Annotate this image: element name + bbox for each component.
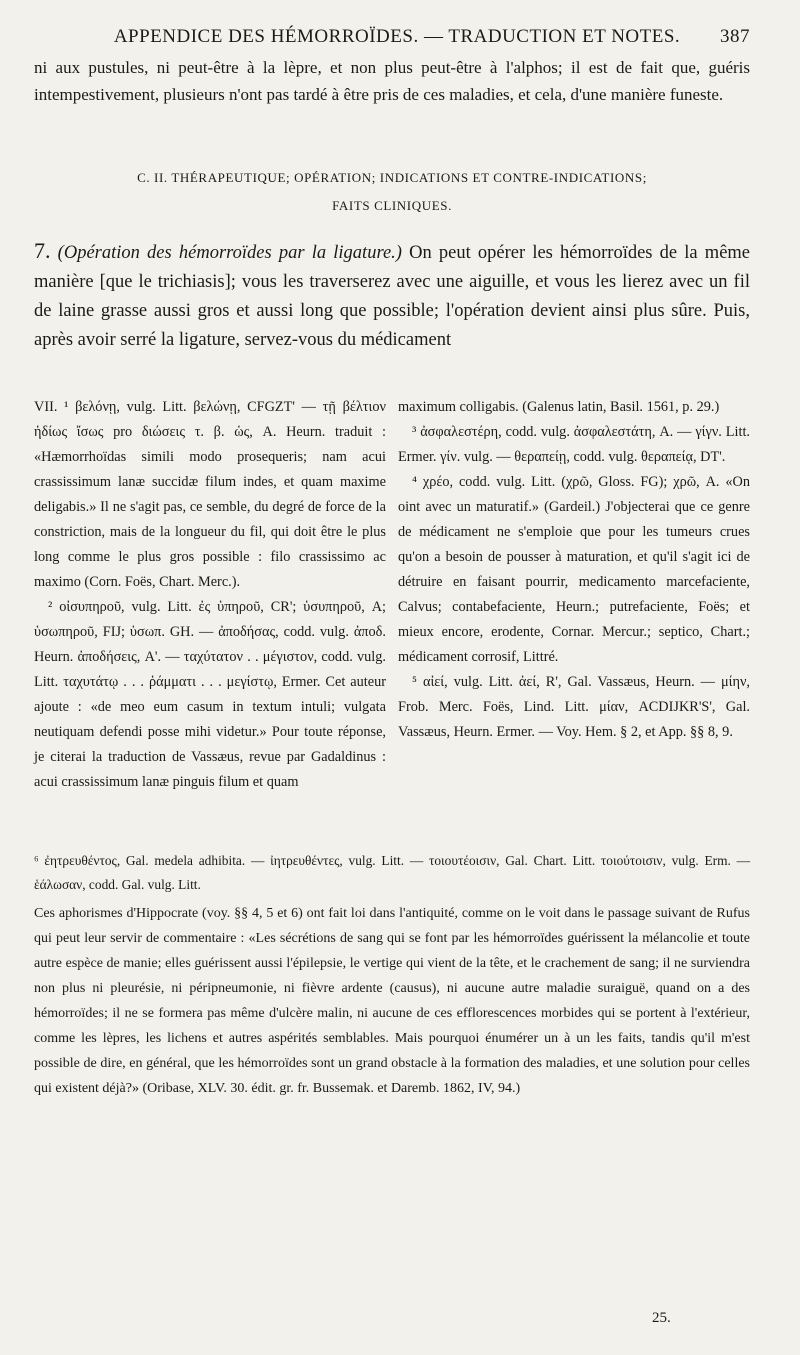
notes-columns (34, 395, 750, 795)
signature-mark: 25. (652, 1310, 671, 1326)
note-5: ⁵ αἰεί, vulg. Litt. ἀεί, R', Gal. Vassæus, Heurn. — μίην, Frob. Merc. Foës, Lind. Litt. μίαν, ACDIJKR'S', Gal. Vassæus, Heurn. Ermer. — Voy. Hem. § 2, et App. §§ 8, 9. (398, 674, 750, 740)
intro-paragraph: ni aux pustules, ni peut-être à la lèpre, et non plus peut-être à l'alphos; il est de fait que, guéris intempestivement, plusieurs n'ont pas tardé à être pris de ces maladies, et cela, d'une manière funeste. (34, 58, 750, 104)
running-title: APPENDICE DES HÉMORROÏDES. — TRADUCTION ET NOTES. (113, 26, 681, 47)
notes-right-column (398, 395, 750, 795)
note-4: ⁴ χρέο, codd. vulg. Litt. (χρῶ, Gloss. FG); χρῶ, A. «On oint avec un maturatif.» (Gardeil.) J'objecterai que ce genre de médicament ne s'emploie que pour les tumeurs crues qu'on a besoin de pousser à maturation, et qu'il s'agit ici de détruire en faisant pourrir, medicamento marcefaciente, Calvus; contabefaciente, Heurn.; putrefaciente, Foës; et mieux encore, erodente, Cornar. Mercur.; septico, Chart.; médicament corrosif, Littré. (398, 474, 750, 665)
note-6 (34, 849, 750, 897)
chapter-heading (34, 164, 750, 220)
page-number: 387 (720, 26, 750, 47)
section-number: 7. (34, 238, 51, 263)
note-2-continued: maximum colligabis. (Galenus latin, Basil. 1561, p. 29.) (398, 399, 720, 415)
running-head (34, 26, 750, 48)
note-3: ³ ἀσφαλεστέρη, codd. vulg. ἀσφαλεστάτη, A. — γίγν. Litt. Ermer. γίν. vulg. — θεραπείῃ, codd. vulg. θεραπείᾳ, DT'. (398, 424, 750, 465)
section-title: (Opération des hémorroïdes par la ligature.) (57, 243, 402, 263)
commentary (34, 901, 750, 1101)
commentary-text: Ces aphorismes d'Hippocrate (voy. §§ 4, 5 et 6) ont fait loi dans l'antiquité, comme on le voit dans le passage suivant de Rufus qui peut leur servir de commentaire : «Les sécrétions de sang qui se font par les hémorroïdes guérissent la mélancolie et toute autre espèce de manie; elles guérissent aussi l'épilepsie, le vertige qui vient de la tête, et le crachement de sang; il ne surviendra non plus ni pleurésie, ni péripneumonie, ni fièvre ardente (causus), ni aucune autre maladie suraiguë, quand on a des hémorroïdes; il ne se formera pas même d'ulcère malin, ni aucune de ces efflorescences morbides qui se portent à l'extérieur, comme les lèpres, les lichens et autres aspérités semblables. Mais pourquoi énumérer un à un les faits, tandis qu'il m'est possible de dire, en général, que les hémorroïdes sont un grand obstacle à la formation des maladies, et une solution pour celles qui existent déjà?» (Oribase, XLV. 30. édit. gr. fr. Bussemak. et Daremb. 1862, IV, 94.) (34, 906, 750, 1096)
note-6-text: ⁶ ἐητρευθέντος, Gal. medela adhibita. — ἰητρευθέντες, vulg. Litt. — τοιουτέοισιν, Gal. Chart. Litt. τοιούτοισιν, vulg. Erm. — ἑάλωσαν, codd. Gal. vulg. Litt. (34, 853, 750, 892)
chapter-heading-line-2: FAITS CLINIQUES. (332, 198, 452, 213)
note-1: VII. ¹ βελόνῃ, vulg. Litt. βελώνῃ, CFGZT' — τῇ βέλτιον ἡδίως ἴσως pro διώσεις τ. β. ὡς, A. Heurn. traduit : «Hæmorrhoïdas simili modo prosequeris; nam acui crassissimum lanæ succidæ filum indes, et quam maxime deligabis.» Il ne s'agit pas, ce semble, du degré de force de la constriction, mais de la longueur du fil, qui doit être le plus long comme le plus gros possible : filo crassissimo ac maximo (Corn. Foës, Chart. Merc.). (34, 399, 386, 590)
notes-left-column (34, 395, 386, 795)
section-7-paragraph (34, 236, 750, 355)
note-2: ² οἰσυπηροῦ, vulg. Litt. ἐς ὑπηροῦ, CR'; ὑσυπηροῦ, A; ὑσωπηροῦ, FIJ; ὑσωπ. GH. — ἀποδήσας, codd. vulg. ἀποδ. Heurn. ἀποδήσεις, A'. — ταχύτατον . . μέγιστον, codd. vulg. Litt. ταχυτάτῳ . . . ῥάμματι . . . μεγίστῳ, Ermer. Cet auteur ajoute : «de meo eum casum in textum intuli; vulgata neutiquam defendi posse mihi videtur.» Pour toute réponse, je citerai la traduction de Vassæus, revue par Gadaldinus : acui crassissimum lanæ pinguis filum et quam (34, 599, 386, 790)
chapter-heading-line-1: C. II. THÉRAPEUTIQUE; OPÉRATION; INDICATIONS ET CONTRE-INDICATIONS; (137, 170, 647, 185)
section-text: On peut opérer les hémorroïdes de la même manière [que le trichiasis]; vous les traverserez avec une aiguille, et vous les lierez avec un fil de laine grasse aussi gros et aussi long que possible; l'opération devient ainsi plus sûre. Puis, après avoir serré la ligature, servez-vous du médicament (34, 243, 751, 350)
